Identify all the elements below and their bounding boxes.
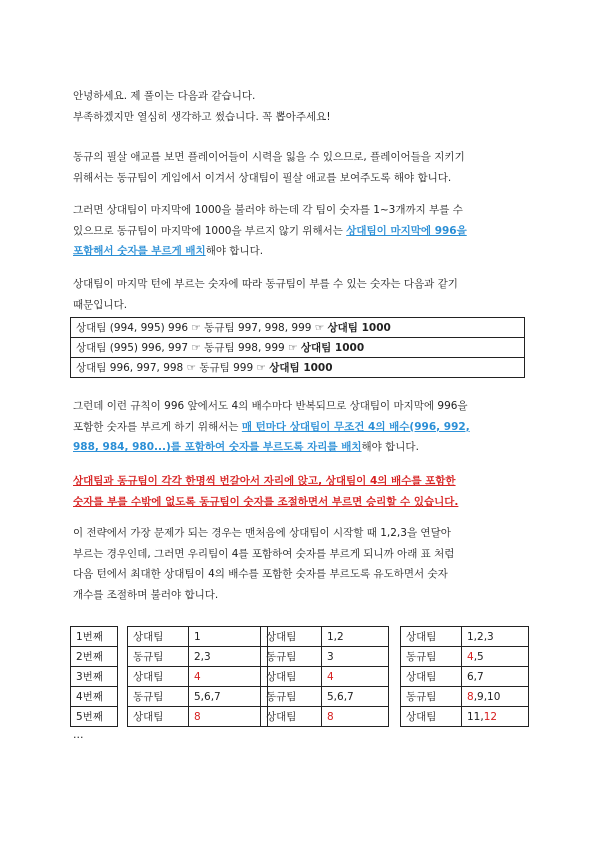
table-cell: 상대팀 — [261, 667, 322, 687]
paragraph-line: 부르는 경우인데, 그러면 우리팀이 4를 포함하여 숫자를 부르게 되니까 아래 표 처럼 — [73, 547, 455, 560]
paragraph-line: 그러면 상대팀이 마지막에 1000을 불러야 하는데 각 팀이 숫자를 1~3개까지 부를 수 — [73, 204, 463, 216]
paragraph-line: 때문입니다. — [73, 298, 128, 311]
intro-line: 안녕하세요. 제 풀이는 다음과 같습니다. — [73, 90, 256, 102]
table-row — [128, 707, 268, 727]
table-row — [261, 647, 389, 667]
table-row — [261, 707, 389, 727]
table-cell: 5,6,7 — [189, 687, 268, 707]
table-row — [128, 687, 268, 707]
table-row — [401, 707, 529, 727]
table-row — [128, 627, 268, 647]
table-cell: 동규팀 — [261, 687, 322, 707]
paragraph-line — [73, 437, 535, 458]
paragraph-text: 해야 합니다. — [205, 245, 264, 257]
scenario-table — [127, 626, 268, 727]
table-row — [71, 338, 525, 358]
emphasis-text: 상대팀이 마지막에 996을 — [346, 224, 467, 237]
table-cell: 동규팀 — [128, 647, 189, 667]
table-row — [71, 318, 525, 338]
table-cell: 상대팀 — [128, 707, 189, 727]
table-row — [71, 667, 118, 687]
turn-table — [70, 626, 118, 727]
paragraph-line: 이 전략에서 가장 문제가 되는 경우는 맨처음에 상대팀이 시작할 때 1,2,3을 연달아 — [73, 527, 451, 539]
table-cell: 동규팀 — [128, 687, 189, 707]
table-cell: 1,2 — [322, 627, 389, 647]
paragraph-4 — [73, 396, 535, 458]
table-row — [71, 647, 118, 667]
table-cell: 상대팀 (995) 996, 997 ☞ 동규팀 998, 999 ☞ 상대팀 1000 — [71, 338, 525, 358]
table-cell: 상대팀 — [401, 707, 462, 727]
paragraph-text: 포함한 숫자를 부르게 하기 위해서는 — [73, 420, 242, 433]
table-cell: 동규팀 — [261, 647, 322, 667]
table-cell: 4 — [322, 667, 389, 687]
emphasis-text: 포함해서 숫자를 부르게 배치 — [73, 245, 206, 257]
paragraph-line: 위해서는 동규팀이 게임에서 이겨서 상대팀이 필살 애교를 보여주도록 해야 합니다. — [73, 171, 452, 184]
paragraph-5 — [73, 523, 535, 605]
ellipsis-text: ... — [73, 728, 84, 741]
paragraph-2 — [73, 200, 535, 262]
highlight-paragraph — [73, 471, 535, 512]
table-row — [71, 687, 118, 707]
scenario-table — [400, 626, 529, 727]
table-cell: 11,12 — [462, 707, 529, 727]
paragraph-line — [73, 221, 535, 242]
intro-line: 부족하겠지만 열심히 생각하고 썼습니다. 꼭 뽑아주세요! — [73, 110, 331, 123]
table-cell: 4 — [189, 667, 268, 687]
table-row — [401, 647, 529, 667]
table-row — [401, 667, 529, 687]
paragraph-line: 그런데 이런 규칙이 996 앞에서도 4의 배수마다 반복되므로 상대팀이 마지막에 996을 — [73, 400, 468, 412]
table-cell: 3번째 — [71, 667, 118, 687]
paragraph-line — [73, 417, 535, 438]
paragraph-line — [73, 241, 535, 262]
table-row — [71, 358, 525, 378]
table-row — [261, 667, 389, 687]
table-cell: 5번째 — [71, 707, 118, 727]
table-cell: 상대팀 — [128, 627, 189, 647]
table-row — [128, 667, 268, 687]
table-cell: 4번째 — [71, 687, 118, 707]
table-row — [261, 687, 389, 707]
table-row — [401, 687, 529, 707]
paragraph-1 — [73, 147, 535, 188]
scenario-table — [260, 626, 389, 727]
table-cell: 1,2,3 — [462, 627, 529, 647]
highlight-line: 숫자를 부를 수밖에 없도록 동규팀이 숫자를 조절하면서 부르면 승리할 수 있습니다. — [73, 495, 459, 508]
table-cell: 상대팀 — [401, 667, 462, 687]
table-cell: 상대팀 996, 997, 998 ☞ 동규팀 999 ☞ 상대팀 1000 — [71, 358, 525, 378]
table-cell: 상대팀 — [401, 627, 462, 647]
table-row — [261, 627, 389, 647]
table-cell: 2,3 — [189, 647, 268, 667]
sequence-table — [70, 317, 525, 378]
emphasis-text: 매 턴마다 상대팀이 무조건 4의 배수(996, 992, — [241, 420, 470, 433]
table-cell: 동규팀 — [401, 647, 462, 667]
table-cell: 2번째 — [71, 647, 118, 667]
table-cell: 6,7 — [462, 667, 529, 687]
table-row — [71, 627, 118, 647]
table-cell: 동규팀 — [401, 687, 462, 707]
table-cell: 1번째 — [71, 627, 118, 647]
emphasis-text: 988, 984, 980...)를 포함하여 숫자를 부르도록 자리를 배치 — [73, 441, 362, 453]
paragraph-line: 다음 턴에서 최대한 상대팀이 4의 배수를 포함한 숫자를 부르도록 유도하면서 숫자 — [73, 568, 448, 580]
table-cell: 상대팀 — [261, 707, 322, 727]
table-row — [128, 647, 268, 667]
table-cell: 상대팀 — [261, 627, 322, 647]
paragraph-line: 동규의 필살 애교를 보면 플레이어들이 시력을 잃을 수 있으므로, 플레이어들을 지키기 — [73, 151, 465, 163]
paragraph-text: 해야 합니다. — [361, 441, 419, 453]
table-cell: 상대팀 — [128, 667, 189, 687]
highlight-line: 상대팀과 동규팀이 각각 한명씩 번갈아서 자리에 앉고, 상대팀이 4의 배수를 포함한 — [73, 475, 456, 487]
paragraph-3 — [73, 274, 535, 315]
table-row — [401, 627, 529, 647]
table-cell: 5,6,7 — [322, 687, 389, 707]
table-cell: 상대팀 (994, 995) 996 ☞ 동규팀 997, 998, 999 ☞ 상대팀 1000 — [71, 318, 525, 338]
table-cell: 8 — [189, 707, 268, 727]
intro-paragraph — [73, 86, 535, 127]
table-cell: 8 — [322, 707, 389, 727]
table-cell: 3 — [322, 647, 389, 667]
paragraph-text: 있으므로 동규팀이 마지막에 1000을 부르지 않기 위해서는 — [73, 224, 347, 237]
paragraph-line: 상대팀이 마지막 턴에 부르는 숫자에 따라 동규팀이 부를 수 있는 숫자는 다음과 같기 — [73, 278, 458, 290]
table-cell: 4,5 — [462, 647, 529, 667]
table-cell: 8,9,10 — [462, 687, 529, 707]
table-row — [71, 707, 118, 727]
table-cell: 1 — [189, 627, 268, 647]
paragraph-line: 개수를 조절하며 불러야 합니다. — [73, 588, 219, 601]
